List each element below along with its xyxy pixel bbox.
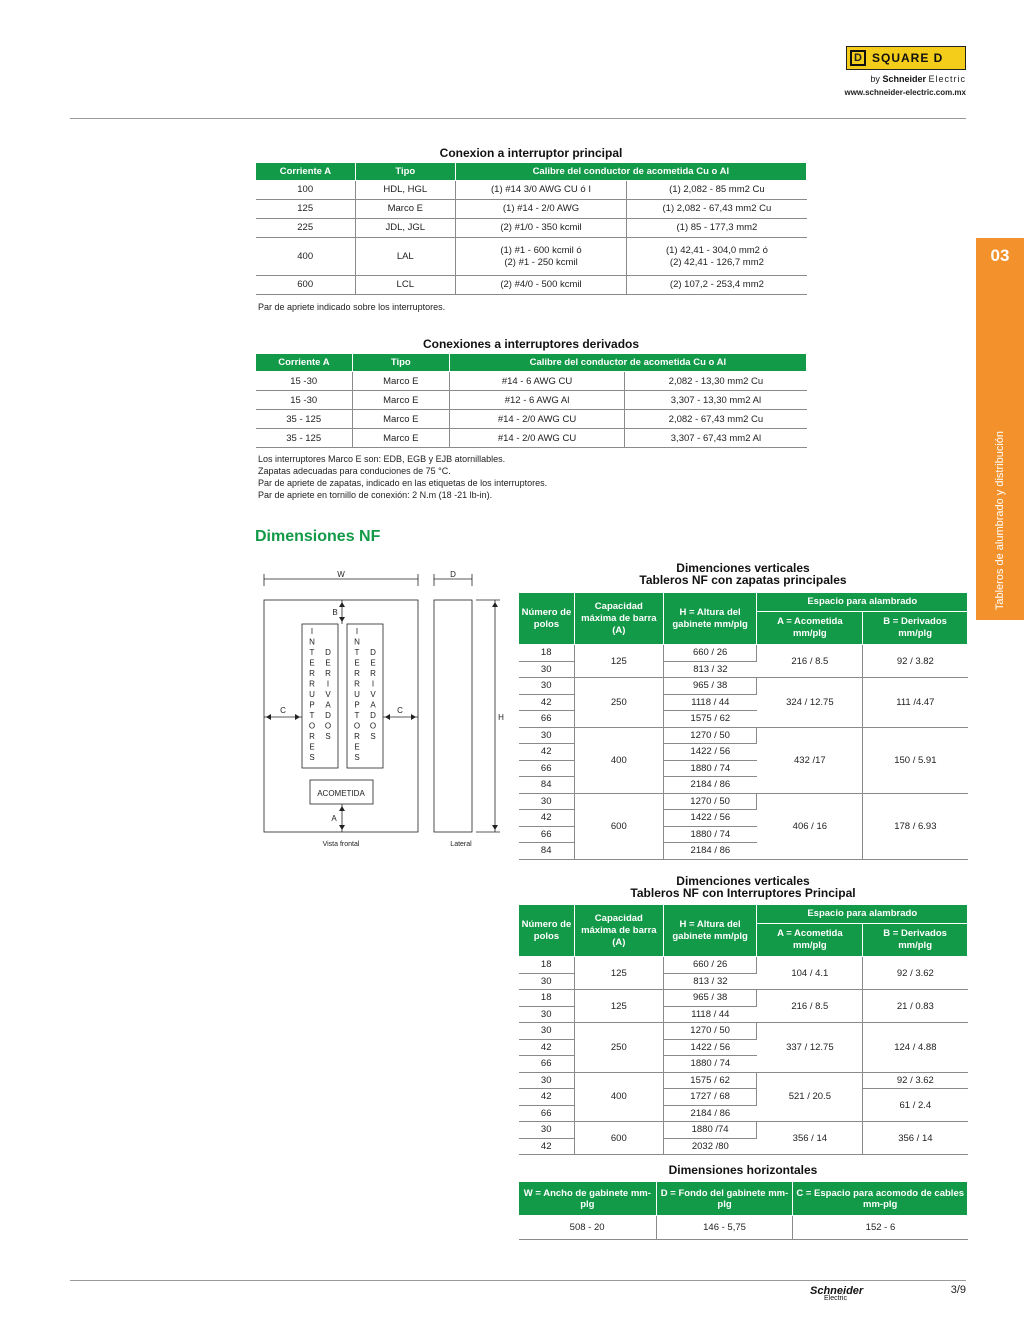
t3-alt: 1118 / 44 bbox=[663, 694, 757, 711]
t5-d: 146 - 5,75 bbox=[656, 1216, 793, 1240]
t1-cell: 600 bbox=[256, 276, 356, 295]
breaker-column-letter: E bbox=[325, 658, 331, 668]
t4-polos: 18 bbox=[519, 957, 575, 974]
breaker-column-letter: I bbox=[310, 627, 314, 636]
section-title: Dimensiones NF bbox=[255, 528, 381, 545]
t3-h-b: B = Derivados mm/plg bbox=[863, 612, 968, 645]
t3-a: 216 / 8.5 bbox=[757, 645, 863, 678]
t3-alt: 813 / 32 bbox=[663, 661, 757, 678]
side-view-label: Lateral bbox=[450, 841, 472, 848]
company-name-2: Electric bbox=[928, 74, 966, 84]
t5-title: Dimensiones horizontales bbox=[668, 1163, 818, 1177]
t3-cap: 250 bbox=[574, 678, 663, 728]
breaker-column-letter: E bbox=[354, 658, 360, 668]
t3-polos: 30 bbox=[519, 727, 575, 744]
footer-logo bbox=[810, 1285, 863, 1302]
t3-cap: 600 bbox=[574, 793, 663, 859]
t3-b: 150 / 5.91 bbox=[863, 727, 968, 793]
t4-alt: 2032 /80 bbox=[663, 1138, 757, 1155]
breaker-column-letter: E bbox=[309, 742, 315, 752]
footer-company: Schneider bbox=[810, 1285, 864, 1297]
t3-polos: 66 bbox=[519, 760, 575, 777]
t4-a: 337 / 12.75 bbox=[757, 1023, 863, 1073]
breaker-column-letter: T bbox=[354, 648, 360, 657]
t2-cell: Marco E bbox=[352, 429, 449, 448]
header-row bbox=[519, 905, 968, 924]
t3-alt: 1270 / 50 bbox=[663, 793, 757, 810]
breaker-column-letter: R bbox=[354, 679, 360, 689]
t5-h-c: C = Espacio para acomodo de cables mm-plg bbox=[793, 1182, 968, 1216]
t3-alt: 660 / 26 bbox=[663, 645, 757, 662]
footer-company-2: Electric bbox=[824, 1295, 847, 1302]
t1-cell: (1) 2,082 - 67,43 mm2 Cu bbox=[627, 200, 807, 219]
t4-alt: 2184 / 86 bbox=[663, 1105, 757, 1122]
website[interactable]: www.schneider-electric.com.mx bbox=[844, 88, 966, 97]
t2-note-3: Par de apriete de zapatas, indicado en las etiquetas de los interruptores. bbox=[258, 478, 548, 488]
breaker-column-letter: O bbox=[353, 721, 361, 731]
t3-polos: 42 bbox=[519, 744, 575, 761]
t4-alt: 660 / 26 bbox=[663, 957, 757, 974]
t1-cell: Marco E bbox=[355, 200, 455, 219]
t4-h-esp: Espacio para alambrado bbox=[757, 905, 968, 924]
dim-c-right-label: C bbox=[397, 706, 403, 715]
dimension-arrow-icon bbox=[339, 825, 345, 830]
t1-h-calibre: Calibre del conductor de acometida Cu o Al bbox=[455, 163, 806, 181]
t4-polos: 30 bbox=[519, 1023, 575, 1040]
t1-cell: (1) #14 3/0 AWG CU ó I bbox=[455, 181, 627, 200]
t1-cell: 400 bbox=[256, 238, 356, 276]
table-row bbox=[256, 181, 807, 200]
t3-alt: 2184 / 86 bbox=[663, 777, 757, 794]
t2-notes bbox=[258, 453, 547, 501]
t3-alt: 1422 / 56 bbox=[663, 744, 757, 761]
t4-polos: 66 bbox=[519, 1056, 575, 1073]
t1-cell: 100 bbox=[256, 181, 356, 200]
t1-h-tipo: Tipo bbox=[355, 163, 455, 181]
t3-polos: 84 bbox=[519, 777, 575, 794]
t1-cell: (1) 42,41 - 304,0 mm2 ó (2) 42,41 - 126,7 mm2 bbox=[627, 238, 807, 276]
table-row bbox=[519, 645, 968, 662]
t2-cell: 2,082 - 67,43 mm2 Cu bbox=[625, 410, 807, 429]
t3-h-alt: H = Altura del gabinete mm/plg bbox=[663, 593, 757, 645]
t3-alt: 1880 / 74 bbox=[663, 760, 757, 777]
t3-polos: 30 bbox=[519, 661, 575, 678]
dimension-arrow-icon bbox=[492, 602, 498, 607]
brand-byline bbox=[800, 74, 966, 84]
t4-a: 104 / 4.1 bbox=[757, 957, 863, 990]
t1-cell: (1) 85 - 177,3 mm2 bbox=[627, 219, 807, 238]
main-breaker-table bbox=[255, 162, 807, 295]
t3-polos: 42 bbox=[519, 810, 575, 827]
breaker-column-letter: R bbox=[370, 669, 376, 678]
t4-alt: 813 / 32 bbox=[663, 973, 757, 990]
t2-cell: 3,307 - 13,30 mm2 Al bbox=[625, 391, 807, 410]
t3-polos: 30 bbox=[519, 678, 575, 695]
t4-a: 521 / 20.5 bbox=[757, 1072, 863, 1122]
breaker-column-letter: O bbox=[369, 721, 377, 731]
table-row bbox=[519, 793, 968, 810]
t4-a: 356 / 14 bbox=[757, 1122, 863, 1155]
dim-a-label: A bbox=[331, 814, 337, 823]
t3-h-esp: Espacio para alambrado bbox=[757, 593, 968, 612]
table-row bbox=[256, 200, 807, 219]
t5-h-d: D = Fondo del gabinete mm-plg bbox=[656, 1182, 793, 1216]
t4-polos: 42 bbox=[519, 1138, 575, 1155]
t3-title bbox=[518, 562, 968, 586]
t3-b: 178 / 6.93 bbox=[863, 793, 968, 859]
breaker-column-letter: I bbox=[371, 679, 375, 689]
dimension-arrow-icon bbox=[411, 714, 416, 720]
branch-breaker-table bbox=[255, 353, 807, 448]
t3-polos: 66 bbox=[519, 711, 575, 728]
dim-w-label: W bbox=[337, 570, 345, 579]
breaker-column-letter: O bbox=[308, 721, 316, 731]
t2-cell: 2,082 - 13,30 mm2 Cu bbox=[625, 372, 807, 391]
header-row bbox=[519, 593, 968, 612]
t4-alt: 1880 / 74 bbox=[663, 1056, 757, 1073]
side-tab-text: Tableros de alumbrado y distribución bbox=[994, 430, 1006, 610]
breaker-column-letter: S bbox=[325, 732, 331, 741]
t4-a: 216 / 8.5 bbox=[757, 990, 863, 1023]
t1-cell: HDL, HGL bbox=[355, 181, 455, 200]
t2-note-2: Zapatas adecuadas para conduciones de 75 °C. bbox=[258, 466, 451, 476]
horizontal-dims-table bbox=[518, 1181, 968, 1240]
t4-polos: 30 bbox=[519, 1122, 575, 1139]
table-row bbox=[256, 410, 807, 429]
t4-title-2: Tableros NF con Interruptores Principal bbox=[630, 886, 856, 900]
breaker-column-letter: V bbox=[325, 690, 331, 699]
t3-alt: 1422 / 56 bbox=[663, 810, 757, 827]
breaker-column-letter: S bbox=[370, 732, 376, 741]
header-divider bbox=[70, 118, 966, 119]
table-row bbox=[256, 219, 807, 238]
t3-polos: 30 bbox=[519, 793, 575, 810]
t1-cell: JDL, JGL bbox=[355, 219, 455, 238]
t3-a: 406 / 16 bbox=[757, 793, 863, 859]
breaker-column-letter: T bbox=[354, 711, 360, 720]
company-name: Schneider bbox=[882, 74, 926, 84]
t1-cell: (1) #1 - 600 kcmil ó (2) #1 - 250 kcmil bbox=[455, 238, 627, 276]
dim-c-left-label: C bbox=[280, 706, 286, 715]
t4-polos: 42 bbox=[519, 1089, 575, 1106]
t3-alt: 1270 / 50 bbox=[663, 727, 757, 744]
t2-cell: 15 -30 bbox=[256, 391, 353, 410]
table-row bbox=[256, 391, 807, 410]
t3-cap: 125 bbox=[574, 645, 663, 678]
t4-polos: 30 bbox=[519, 1072, 575, 1089]
t2-cell: 3,307 - 67,43 mm2 Al bbox=[625, 429, 807, 448]
breaker-column-letter: N bbox=[354, 637, 360, 647]
t1-cell: (2) #1/0 - 350 kcmil bbox=[455, 219, 627, 238]
t3-alt: 1880 / 74 bbox=[663, 826, 757, 843]
t3-cap: 400 bbox=[574, 727, 663, 793]
t3-polos: 66 bbox=[519, 826, 575, 843]
panel-diagram bbox=[255, 562, 510, 854]
t2-h-corriente: Corriente A bbox=[256, 354, 353, 372]
t2-h-calibre: Calibre del conductor de acometida Cu o Al bbox=[449, 354, 806, 372]
table-row bbox=[519, 727, 968, 744]
t4-cap: 250 bbox=[574, 1023, 663, 1073]
t2-cell: 35 - 125 bbox=[256, 410, 353, 429]
breaker-column-letter: A bbox=[325, 700, 331, 710]
t4-alt: 1880 /74 bbox=[663, 1122, 757, 1139]
square-d-logo bbox=[846, 46, 966, 70]
table-row bbox=[519, 678, 968, 695]
table-row bbox=[256, 429, 807, 448]
front-view-label: Vista frontal bbox=[322, 841, 360, 848]
t4-h-alt: H = Altura del gabinete mm/plg bbox=[663, 905, 757, 957]
t3-h-a: A = Acometida mm/plg bbox=[757, 612, 863, 645]
dim-b-label: B bbox=[332, 608, 338, 617]
breaker-column-letter: R bbox=[354, 669, 360, 678]
table-row bbox=[519, 957, 968, 974]
breaker-column-letter: R bbox=[309, 669, 315, 678]
t4-polos: 30 bbox=[519, 1006, 575, 1023]
t4-alt: 1422 / 56 bbox=[663, 1039, 757, 1056]
table-row bbox=[256, 238, 807, 276]
t4-b2: 61 / 2.4 bbox=[863, 1089, 968, 1122]
t4-polos: 42 bbox=[519, 1039, 575, 1056]
t3-h-cap: Capacidad máxima de barra (A) bbox=[574, 593, 663, 645]
t4-cap: 400 bbox=[574, 1072, 663, 1122]
acometida-label: ACOMETIDA bbox=[317, 789, 365, 798]
breaker-column-letter: D bbox=[370, 648, 376, 657]
breaker-column-letter: E bbox=[309, 658, 315, 668]
t3-title-2: Tableros NF con zapatas principales bbox=[639, 573, 847, 587]
t3-a: 324 / 12.75 bbox=[757, 678, 863, 728]
dimension-arrow-icon bbox=[339, 617, 345, 622]
t2-cell: 15 -30 bbox=[256, 372, 353, 391]
breaker-column-letter: U bbox=[354, 690, 360, 699]
table-row bbox=[519, 1122, 968, 1139]
t2-cell: 35 - 125 bbox=[256, 429, 353, 448]
breaker-column-letter: D bbox=[370, 711, 376, 720]
breaker-column-letter: V bbox=[370, 690, 376, 699]
t3-polos: 42 bbox=[519, 694, 575, 711]
breaker-column-letter: I bbox=[326, 679, 330, 689]
breaker-column-letter: T bbox=[309, 648, 315, 657]
breaker-column-letter: D bbox=[325, 648, 331, 657]
dimension-arrow-icon bbox=[492, 825, 498, 830]
t3-h-polos: Número de polos bbox=[519, 593, 575, 645]
t3-b: 92 / 3.82 bbox=[863, 645, 968, 678]
brand-name: SQUARE D bbox=[872, 51, 944, 65]
dimension-arrow-icon bbox=[339, 602, 345, 607]
breaker-column-letter: P bbox=[309, 700, 315, 710]
t4-h-a: A = Acometida mm/plg bbox=[757, 924, 863, 957]
t3-alt: 2184 / 86 bbox=[663, 843, 757, 860]
breaker-column-letter: R bbox=[325, 669, 331, 678]
t3-title-1: Dimenciones verticales bbox=[676, 561, 810, 575]
t2-cell: Marco E bbox=[352, 391, 449, 410]
t3-a: 432 /17 bbox=[757, 727, 863, 793]
dimension-arrow-icon bbox=[385, 714, 390, 720]
t4-polos: 18 bbox=[519, 990, 575, 1007]
t1-h-corriente: Corriente A bbox=[256, 163, 356, 181]
breaker-column-letter: I bbox=[355, 627, 359, 636]
t3-alt: 965 / 38 bbox=[663, 678, 757, 695]
table-row bbox=[519, 1023, 968, 1040]
t5-c: 152 - 6 bbox=[793, 1216, 968, 1240]
t4-alt: 1727 / 68 bbox=[663, 1089, 757, 1106]
dim-h-label: H bbox=[498, 713, 504, 722]
t4-title bbox=[518, 875, 968, 899]
breaker-column-letter: A bbox=[370, 700, 376, 710]
t3-alt: 1575 / 62 bbox=[663, 711, 757, 728]
t5-h-w: W = Ancho de gabinete mm-plg bbox=[519, 1182, 657, 1216]
t4-polos: 30 bbox=[519, 973, 575, 990]
t2-cell: #14 - 2/0 AWG CU bbox=[449, 429, 625, 448]
t1-cell: LAL bbox=[355, 238, 455, 276]
t1-cell: 125 bbox=[256, 200, 356, 219]
breaker-column-letter: R bbox=[354, 732, 360, 741]
t1-cell: 225 bbox=[256, 219, 356, 238]
t3-polos: 18 bbox=[519, 645, 575, 662]
breaker-column-letter: P bbox=[354, 700, 360, 710]
t1-cell: (1) #14 - 2/0 AWG bbox=[455, 200, 627, 219]
t4-b: 92 / 3.62 bbox=[863, 1072, 968, 1089]
table-row bbox=[519, 990, 968, 1007]
nf-lugs-table bbox=[518, 592, 968, 860]
t2-cell: #12 - 6 AWG Al bbox=[449, 391, 625, 410]
breaker-column-letter: R bbox=[309, 679, 315, 689]
t4-title-1: Dimenciones verticales bbox=[676, 874, 810, 888]
table-row bbox=[256, 372, 807, 391]
t2-note-4: Par de apriete en tornillo de conexión: 2 N.m (18 -21 lb-in). bbox=[258, 490, 493, 500]
dimension-arrow-icon bbox=[295, 714, 300, 720]
breaker-column-letter: R bbox=[309, 732, 315, 741]
t4-b: 124 / 4.88 bbox=[863, 1023, 968, 1073]
breaker-column-letter: S bbox=[309, 753, 315, 762]
t4-polos: 66 bbox=[519, 1105, 575, 1122]
breaker-column-letter: N bbox=[309, 637, 315, 647]
table-row bbox=[519, 1072, 968, 1089]
square-d-logo-icon: D bbox=[850, 50, 866, 66]
t4-cap: 125 bbox=[574, 957, 663, 990]
dimension-arrow-icon bbox=[266, 714, 271, 720]
breaker-column-letter: E bbox=[370, 658, 376, 668]
t4-b: 356 / 14 bbox=[863, 1122, 968, 1155]
t1-cell: (2) #4/0 - 500 kcmil bbox=[455, 276, 627, 295]
t3-polos: 84 bbox=[519, 843, 575, 860]
t4-cap: 125 bbox=[574, 990, 663, 1023]
t5-w: 508 - 20 bbox=[519, 1216, 657, 1240]
t4-alt: 1270 / 50 bbox=[663, 1023, 757, 1040]
t2-cell: #14 - 2/0 AWG CU bbox=[449, 410, 625, 429]
t4-h-cap: Capacidad máxima de barra (A) bbox=[574, 905, 663, 957]
breaker-column-letter: E bbox=[354, 742, 360, 752]
t1-cell: (2) 107,2 - 253,4 mm2 bbox=[627, 276, 807, 295]
breaker-column-letter: S bbox=[354, 753, 360, 762]
t4-alt: 965 / 38 bbox=[663, 990, 757, 1007]
t2-cell: #14 - 6 AWG CU bbox=[449, 372, 625, 391]
t2-note-1: Los interruptores Marco E son: EDB, EGB y EJB atornillables. bbox=[258, 454, 506, 464]
nf-main-breaker-table bbox=[518, 904, 968, 1155]
t1-cell: LCL bbox=[355, 276, 455, 295]
t2-title: Conexiones a interruptores derivados bbox=[422, 337, 640, 351]
table-row bbox=[256, 276, 807, 295]
t4-b: 21 / 0.83 bbox=[863, 990, 968, 1023]
breaker-column-letter: D bbox=[325, 711, 331, 720]
t4-cap: 600 bbox=[574, 1122, 663, 1155]
t4-b: 92 / 3.62 bbox=[863, 957, 968, 990]
side-tab-number: 03 bbox=[990, 246, 1010, 265]
t2-cell: Marco E bbox=[352, 372, 449, 391]
breaker-column-letter: O bbox=[324, 721, 332, 731]
dim-d-label: D bbox=[450, 570, 456, 579]
footer-divider bbox=[70, 1280, 966, 1281]
t4-h-polos: Número de polos bbox=[519, 905, 575, 957]
t2-cell: Marco E bbox=[352, 410, 449, 429]
t2-h-tipo: Tipo bbox=[352, 354, 449, 372]
t4-alt: 1118 / 44 bbox=[663, 1006, 757, 1023]
t4-h-b: B = Derivados mm/plg bbox=[863, 924, 968, 957]
t1-title: Conexion a interruptor principal bbox=[439, 146, 623, 160]
t4-alt: 1575 / 62 bbox=[663, 1072, 757, 1089]
page-number: 3/9 bbox=[950, 1284, 966, 1296]
t1-cell: (1) 2,082 - 85 mm2 Cu bbox=[627, 181, 807, 200]
t1-note: Par de apriete indicado sobre los interruptores. bbox=[258, 302, 446, 312]
by-text: by bbox=[870, 74, 880, 84]
breaker-column-letter: U bbox=[309, 690, 315, 699]
dimension-arrow-icon bbox=[339, 806, 345, 811]
breaker-column-letter: T bbox=[309, 711, 315, 720]
side-tab-label bbox=[976, 260, 1024, 610]
t3-b: 111 /4.47 bbox=[863, 678, 968, 728]
